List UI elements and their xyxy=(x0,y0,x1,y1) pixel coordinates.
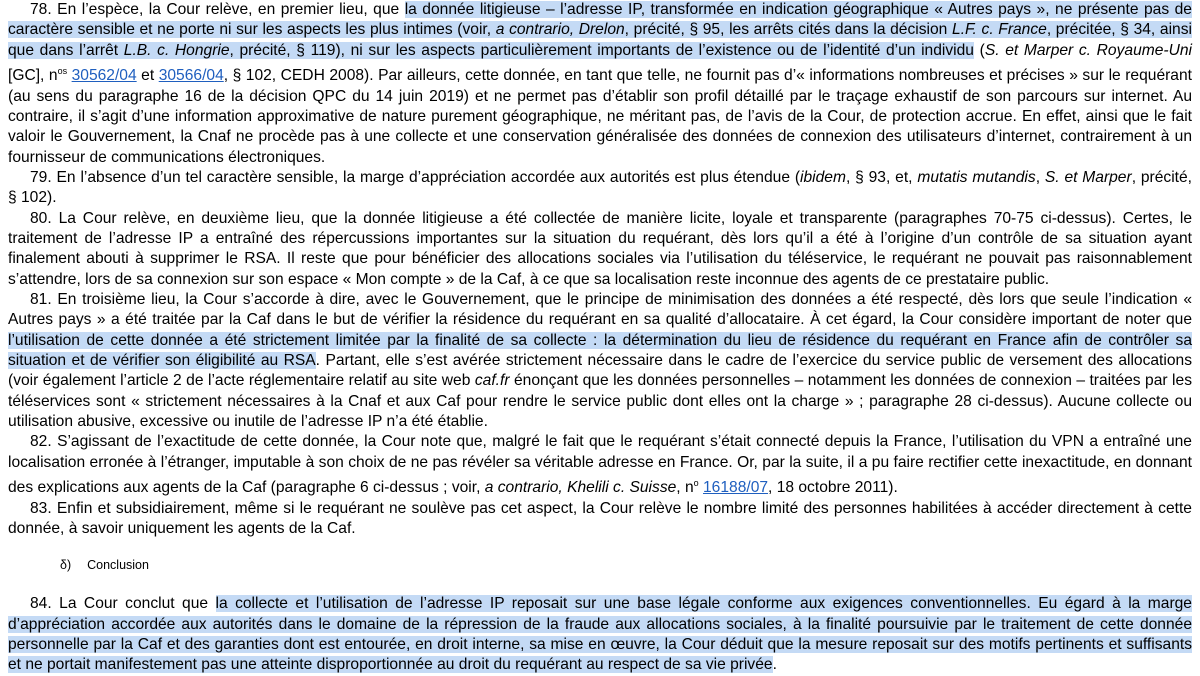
paragraph-84: 84. La Cour conclut que la collecte et l’utilisation de l’adresse IP reposait sur une base légale conforme aux exigences conventionnelles. Eu égard à la marge d’appréciation accordée aux autorités dans le domaine de la répression de la fraude aux allocations sociales, à la finalité poursuivie par le traitement de cette donnée personnelle par la Caf et des garanties dont est entourée, en droit interne, sa mise en œuvre, la Cour déduit que la mesure reposait sur des motifs pertinents et suffisants et ne portait manifestement pas une atteinte disproportionnée au droit du requérant au respect de sa vie privée. xyxy=(8,595,1192,674)
case-link-30562-04[interactable]: 30562/04 xyxy=(71,67,137,85)
paragraph-80: 80. La Cour relève, en deuxième lieu, que la donnée litigieuse a été collectée de manière licite, loyale et transparente (paragraphes 70-75 ci-dessus). Certes, le traitement de l’adresse IP a entraîné des répercussions importantes sur la situation du requérant, dès lors qu’il a été à l’origine d’un contrôle de sa situation ayant finalement abouti à supprimer le RSA. Il reste que pour bénéficier des allocations sociales via l’utilisation du téléservice, le requérant ne pouvait pas raisonnablement s’attendre, lors de sa connexion sur son espace « Mon compte » de la Caf, à ce que sa localisation reste inconnue des agents de ce prestataire public. xyxy=(8,209,1192,288)
section-title: Conclusion xyxy=(87,558,149,573)
highlighted-text[interactable]: la donnée litigieuse – l’adresse IP, transformée en indication géographique « Autres pays », ne présente pas de caractère sensible et ne porte ni sur les aspects les plus intimes (voir, a contrario, Drelon, précité, § 95, les arrêts cités dans la décision L.F. c. France, précitée, § 34, ainsi que dans l’arrêt L.B. c. Hongrie, précité, § 119), ni sur les aspects particulièrement importants de l’existence ou de l’identité d’un individu xyxy=(8,1,1192,59)
paragraph-number: 80. xyxy=(30,209,52,227)
paragraph-number: 83. xyxy=(30,499,52,517)
highlighted-text[interactable]: la collecte et l’utilisation de l’adresse IP reposait sur une base légale conforme aux exigences conventionnelles. Eu égard à la marge d’appréciation accordée aux autorités dans le domaine de la répression de la fraude aux allocations sociales, à la finalité poursuivie par le traitement de cette donnée personnelle par la Caf et des garanties dont est entourée, en droit interne, sa mise en œuvre, la Cour déduit que la mesure reposait sur des motifs pertinents et suffisants et ne portait manifestement pas une atteinte disproportionnée au droit du requérant au respect de sa vie privée xyxy=(8,595,1192,674)
paragraph-81: 81. En troisième lieu, la Cour s’accorde à dire, avec le Gouvernement, que le principe de minimisation des données a été respecté, dès lors que seule l’indication « Autres pays » a été traitée par la Caf dans le but de vérifier la résidence du requérant en sa qualité d’allocataire. À cet égard, la Cour considère important de noter que l’utilisation de cette donnée a été strictement limitée par la finalité de sa collecte : la détermination du lieu de résidence du requérant en France afin de contrôler sa situation et de vérifier son éligibilité au RSA. Partant, elle s’est avérée strictement nécessaire dans le cadre de l’exercice du service public de versement des allocations (voir également l’article 2 de l’acte réglementaire relatif au site web caf.fr énonçant que les données personnelles – notamment les données de connexion – traitées par les téléservices sont « strictement nécessaires à la Cnaf et aux Caf pour rendre le service public dont elles ont la charge » ; paragraphe 28 ci-dessus). Aucune collecte ou utilisation abusive, excessive ou inutile de l’adresse IP n’a été établie. xyxy=(8,291,1192,431)
section-marker: δ) xyxy=(60,558,72,573)
paragraph-number: 82. xyxy=(30,433,52,451)
case-name: S. et Marper c. Royaume-Uni xyxy=(984,41,1192,59)
paragraph-79: 79. En l’absence d’un tel caractère sensible, la marge d’appréciation accordée aux autorités est plus étendue (ibidem, § 93, et, mutatis mutandis, S. et Marper, précité, § 102). xyxy=(8,168,1192,207)
paragraph-83: 83. Enfin et subsidiairement, même si le requérant ne soulève pas cet aspect, la Cour relève le nombre limité des personnes habilitées à accéder directement à cette donnée, à savoir uniquement les agents de la Caf. xyxy=(8,499,1192,537)
highlighted-text[interactable]: l’utilisation de cette donnée a été strictement limitée par la finalité de sa collecte : la détermination du lieu de résidence du requérant en France afin de contrôler sa situation et de vérifier son éligibilité au RSA xyxy=(8,331,1192,370)
case-link-30566-04[interactable]: 30566/04 xyxy=(158,67,224,85)
paragraph-number: 78. xyxy=(30,1,52,18)
case-link-16188-07[interactable]: 16188/07 xyxy=(703,479,769,497)
section-heading xyxy=(60,557,1192,574)
paragraph-number: 79. xyxy=(30,168,52,186)
paragraph-number: 84. xyxy=(30,595,52,613)
paragraph-number: 81. xyxy=(30,291,52,308)
paragraph-78: 78. En l’espèce, la Cour relève, en premier lieu, que la donnée litigieuse – l’adresse IP, transformée en indication géographique « Autres pays », ne présente pas de caractère sensible et ne porte ni sur les aspects les plus intimes (voir, a contrario, Drelon, précité, § 95, les arrêts cités dans la décision L.F. c. France, précitée, § 34, ainsi que dans l’arrêt L.B. c. Hongrie, précité, § 119), ni sur les aspects particulièrement importants de l’existence ou de l’identité d’un individu (S. et Marper c. Royaume-Uni [GC], $n^{os}$ 30562/04 et 30566/04, § 102, CEDH 2008). Par ailleurs, cette donnée, en tant que telle, ne fournit pas d’« informations nombreuses et précises » sur le requérant (au sens du paragraphe 16 de la décision QPC du 14 juin 2019) et ne permet pas d’établir son profil détaillé par le traçage exhaustif de son parcours sur internet. Au contraire, il s’agit d’une information approximative de nature purement géographique, ne méritant pas, de l’avis de la Cour, de protection accrue. En effet, ainsi que le fait valoir le Gouvernement, la Cnaf ne procède pas à une collecte et une conservation généralisée des données de connexion des utilisateurs d’internet, contrairement à un fournisseur de communications électroniques. xyxy=(8,1,1192,166)
paragraph-82: 82. S’agissant de l’exactitude de cette donnée, la Cour note que, malgré le fait que le requérant s’était connecté depuis la France, l’utilisation du VPN a entraîné une localisation erronée à l’étranger, imputable à son choix de ne pas révéler sa véritable adresse en France. Or, par la suite, il a pu faire rectifier cette inexactitude, en donnant des explications aux agents de la Caf (paragraphe 6 ci-dessus ; voir, a contrario, Khelili c. Suisse, $n^o$ 16188/07, 18 octobre 2011). xyxy=(8,433,1192,497)
